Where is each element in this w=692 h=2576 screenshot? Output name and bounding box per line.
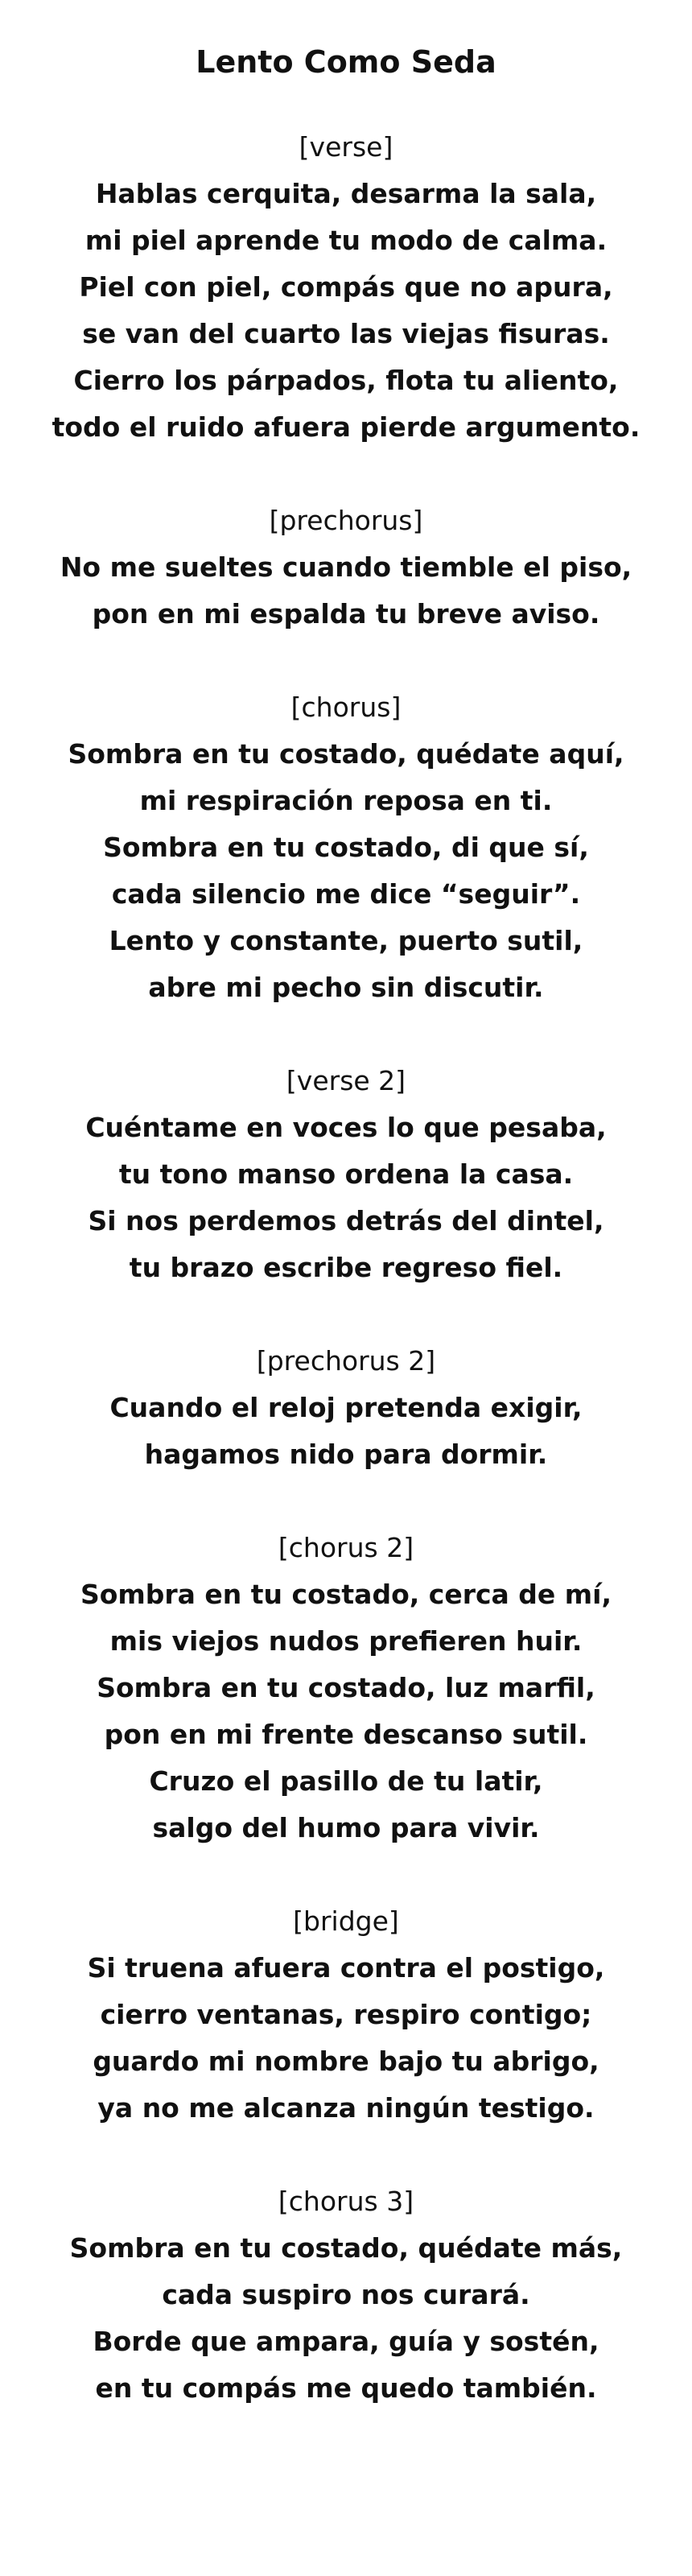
lyric-line: tu brazo escribe regreso fiel. [129, 1252, 563, 1283]
lyrics-section [0, 497, 692, 638]
lyric-line: cierro ventanas, respiro contigo; [100, 1999, 592, 2030]
section-label: [chorus] [290, 691, 402, 723]
lyric-line: salgo del humo para vivir. [152, 1812, 540, 1843]
lyric-line: Si truena afuera contra el postigo, [87, 1952, 605, 1984]
lyric-line: mi respiración reposa en ti. [139, 785, 553, 816]
lyric-line: pon en mi frente descanso sutil. [104, 1719, 588, 1750]
lyric-line: tu tono manso ordena la casa. [118, 1158, 574, 1190]
lyric-line: Sombra en tu costado, luz marfil, [97, 1672, 595, 1703]
lyric-line: Lento y constante, puerto sutil, [109, 925, 583, 956]
lyric-line: se van del cuarto las viejas fisuras. [82, 318, 610, 349]
lyric-line: todo el ruido afuera pierde argumento. [51, 411, 641, 443]
lyric-line: Borde que ampara, guía y sostén, [93, 2326, 599, 2357]
lyric-line: hagamos nido para dormir. [144, 1439, 548, 1470]
lyric-line: Sombra en tu costado, cerca de mí, [80, 1579, 612, 1610]
lyric-line: guardo mi nombre bajo tu abrigo, [93, 2046, 599, 2077]
lyric-line: mis viejos nudos prefieren huir. [109, 1625, 583, 1657]
lyric-line: en tu compás me quedo también. [95, 2372, 597, 2404]
lyric-line: Cuéntame en voces lo que pesaba, [85, 1112, 607, 1143]
song-title: Lento Como Seda [196, 44, 496, 80]
lyrics-section [0, 1525, 692, 1852]
lyric-line: cada suspiro nos curará. [162, 2279, 530, 2310]
lyric-line: Cierro los párpados, flota tu aliento, [73, 365, 619, 396]
section-label: [verse 2] [286, 1065, 406, 1096]
section-label: [verse] [299, 131, 393, 163]
lyrics-section [0, 1898, 692, 2132]
lyric-line: Sombra en tu costado, quédate aquí, [68, 738, 624, 770]
lyric-line: Piel con piel, compás que no apura, [79, 271, 613, 303]
lyric-line: Sombra en tu costado, di que sí, [103, 832, 589, 863]
lyrics-body [0, 124, 692, 2412]
section-label: [chorus 3] [278, 2186, 414, 2217]
lyrics-section [0, 124, 692, 451]
lyric-line: Si nos perdemos detrás del dintel, [88, 1205, 604, 1236]
section-label: [prechorus] [269, 505, 423, 536]
lyrics-section [0, 1338, 692, 1478]
lyric-line: cada silencio me dice “seguir”. [111, 878, 581, 910]
lyric-line: Hablas cerquita, desarma la sala, [95, 178, 597, 209]
section-label: [bridge] [293, 1905, 399, 1937]
lyric-line: Sombra en tu costado, quédate más, [69, 2232, 623, 2264]
lyrics-section [0, 2178, 692, 2412]
lyrics-section [0, 1058, 692, 1291]
lyric-line: pon en mi espalda tu breve aviso. [92, 598, 600, 630]
lyric-line: Cuando el reloj pretenda exigir, [109, 1392, 583, 1423]
lyric-line: abre mi pecho sin discutir. [148, 972, 544, 1003]
section-label: [chorus 2] [278, 1532, 414, 1563]
lyrics-section [0, 684, 692, 1011]
section-label: [prechorus 2] [256, 1345, 436, 1377]
lyric-line: mi piel aprende tu modo de calma. [84, 225, 608, 256]
lyric-line: Cruzo el pasillo de tu latir, [149, 1765, 543, 1797]
lyric-line: No me sueltes cuando tiemble el piso, [60, 551, 632, 583]
lyric-line: ya no me alcanza ningún testigo. [97, 2092, 595, 2124]
